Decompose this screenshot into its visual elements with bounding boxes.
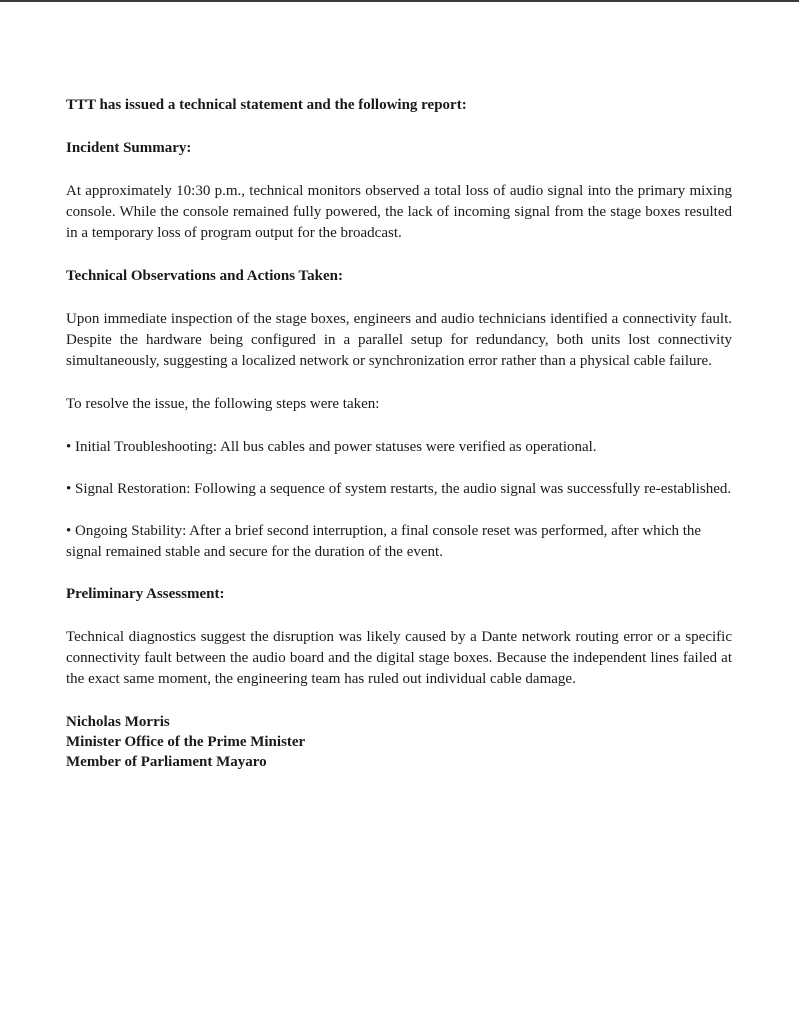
signatory-constituency: Member of Parliament Mayaro — [66, 754, 267, 770]
incident-summary-paragraph: At approximately 10:30 p.m., technical monitors observed a total loss of audio signal into the primary mixing console. While the console remained fully powered, the lack of incoming signal from the stage boxes resulted in a temporary loss of program output for the broadcast. — [66, 183, 732, 241]
section-title-preliminary-assessment: Preliminary Assessment: — [66, 586, 225, 602]
section-title-technical-observations: Technical Observations and Actions Taken: — [66, 268, 344, 284]
section-title-incident-summary: Incident Summary: — [66, 140, 192, 156]
list-item: • Initial Troubleshooting: All bus cables and power statuses were verified as operational. — [66, 439, 597, 455]
signatory-title: Minister Office of the Prime Minister — [66, 734, 306, 750]
document-page — [66, 95, 732, 772]
resolution-steps-intro: To resolve the issue, the following steps were taken: — [66, 396, 380, 412]
list-item: • Signal Restoration: Following a sequence of system restarts, the audio signal was successfully re-established. — [66, 481, 732, 497]
resolution-steps-list — [66, 437, 732, 563]
technical-observations-paragraph: Upon immediate inspection of the stage boxes, engineers and audio technicians identified a connectivity fault. Despite the hardware being configured in a parallel setup for redundancy, both units lost connectivity simultaneously, suggesting a localized network or synchronization error rather than a physical cable failure. — [66, 311, 732, 369]
list-item: • Ongoing Stability: After a brief second interruption, a final console reset was performed, after which the signal remained stable and secure for the duration of the event. — [66, 523, 702, 560]
preliminary-assessment-paragraph: Technical diagnostics suggest the disruption was likely caused by a Dante network routing error or a specific connectivity fault between the audio board and the digital stage boxes. Because the independent lines failed at the exact same moment, the engineering team has ruled out individual cable damage. — [66, 629, 732, 687]
signatory-name: Nicholas Morris — [66, 714, 170, 730]
top-border — [0, 0, 799, 2]
signature-block — [66, 712, 732, 772]
statement-intro: TTT has issued a technical statement and the following report: — [66, 97, 467, 113]
